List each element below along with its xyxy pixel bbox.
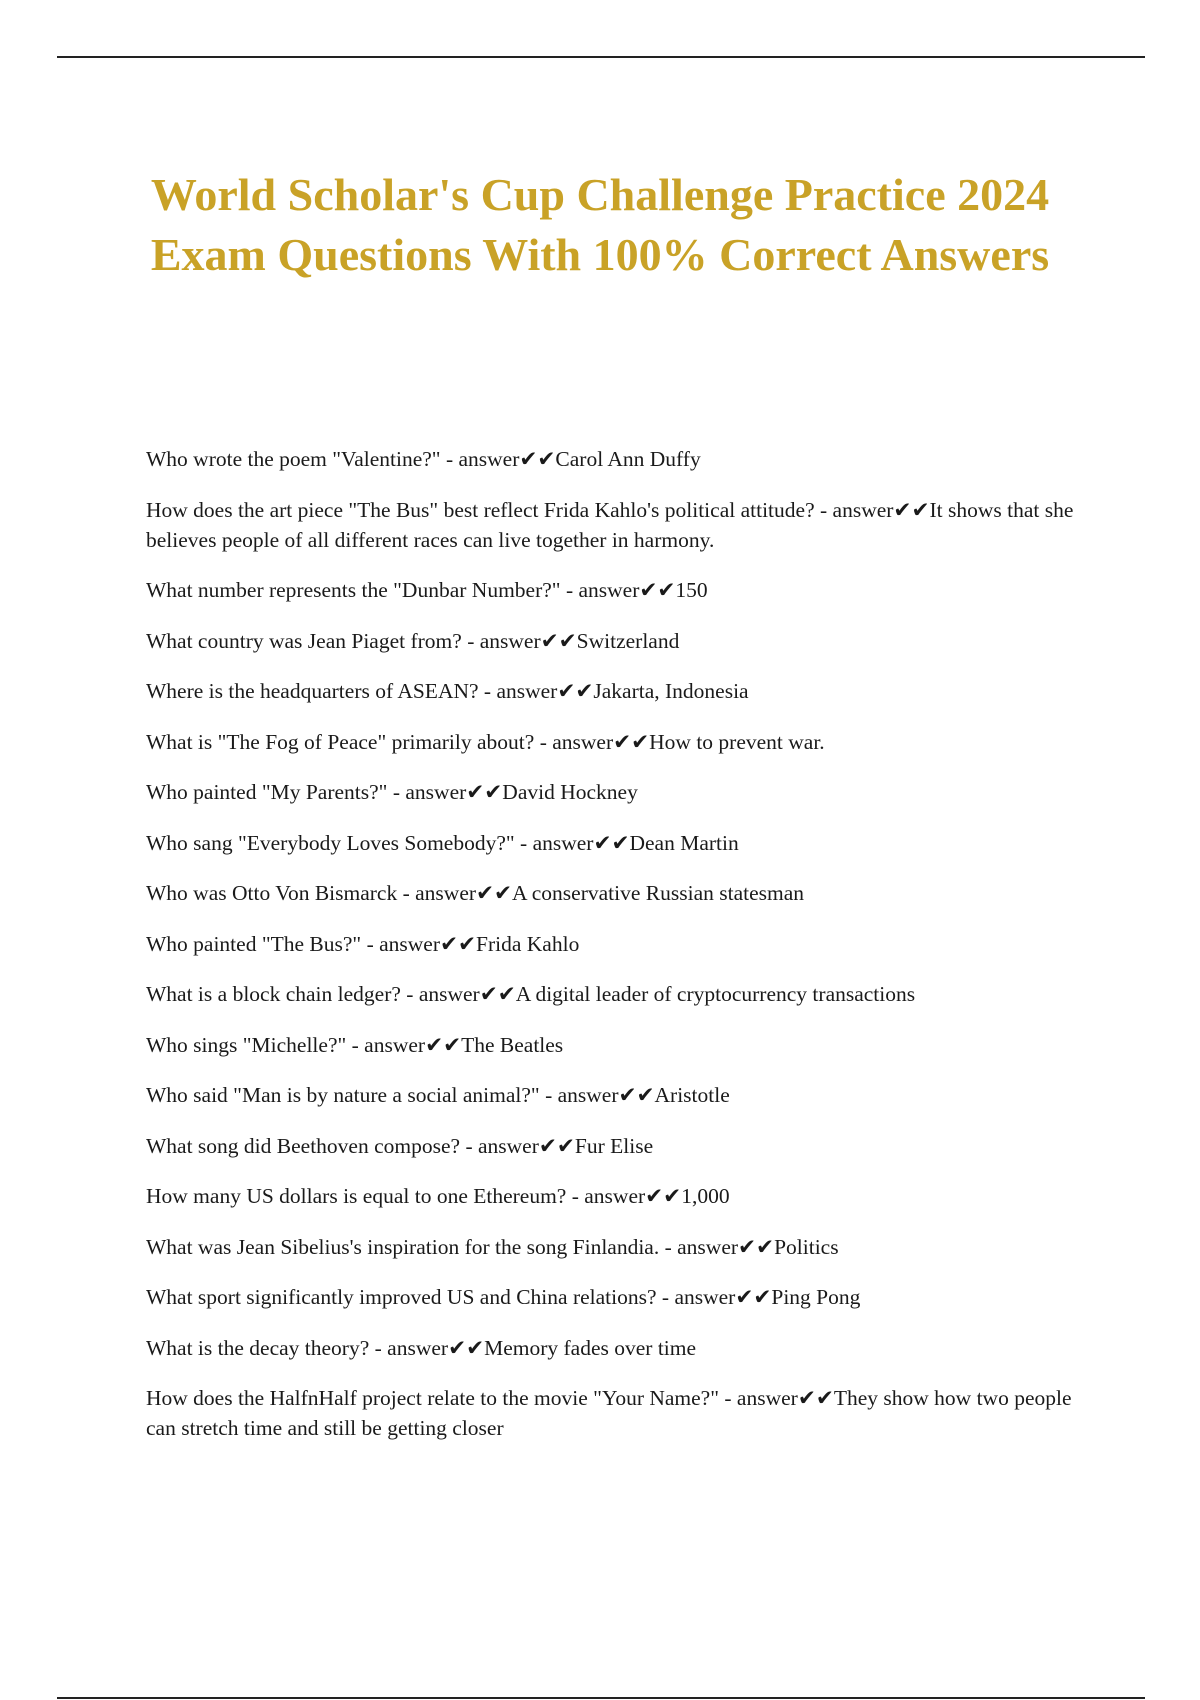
answer-separator: - answer✔✔	[539, 1083, 655, 1107]
question-text: What is a block chain ledger?	[146, 982, 401, 1006]
answer-text: Ping Pong	[771, 1285, 861, 1309]
qa-item	[146, 878, 1086, 908]
question-text: What is the decay theory?	[146, 1335, 370, 1360]
question-text: What was Jean Sibelius's inspiration for the song Finlandia.	[146, 1234, 660, 1259]
answer-separator: - answer✔✔	[814, 497, 930, 522]
answer-text: Politics	[774, 1234, 839, 1259]
question-text: Who sang "Everybody Loves Somebody?"	[146, 830, 515, 855]
answer-separator: - answer✔✔	[560, 578, 676, 602]
answer-separator: - answer✔✔	[656, 1285, 772, 1309]
answer-separator: - answer✔✔	[659, 1234, 775, 1259]
answer-text: How to prevent war.	[649, 729, 825, 754]
question-text: Where is the headquarters of ASEAN?	[146, 679, 479, 703]
question-text: Who said "Man is by nature a social animal?"	[146, 1083, 540, 1107]
answer-text: Jakarta, Indonesia	[593, 679, 749, 703]
answer-separator: - answer✔✔	[478, 679, 594, 703]
question-text: What number represents the "Dunbar Number?"	[146, 578, 561, 602]
answer-text: It shows that she believes people of all different races can live together in harmony.	[146, 497, 1074, 552]
qa-item	[146, 979, 1086, 1009]
answer-separator: - answer✔✔	[387, 780, 503, 804]
answer-separator: - answer✔✔	[361, 931, 477, 956]
qa-item	[146, 626, 1086, 656]
answer-text: Switzerland	[576, 628, 680, 653]
question-text: What is "The Fog of Peace" primarily about?	[146, 729, 535, 754]
qa-item	[146, 777, 1086, 807]
qa-item	[146, 1080, 1086, 1110]
qa-item	[146, 727, 1086, 757]
qa-item	[146, 444, 1086, 474]
answer-separator: - answer✔✔	[400, 982, 516, 1006]
answer-text: Dean Martin	[629, 830, 739, 855]
question-text: How many US dollars is equal to one Ethereum?	[146, 1184, 567, 1208]
qa-item	[146, 495, 1086, 555]
qa-item	[146, 1333, 1086, 1363]
qa-item	[146, 828, 1086, 858]
answer-separator: - answer✔✔	[346, 1032, 462, 1057]
question-text: What song did Beethoven compose?	[146, 1133, 461, 1158]
qa-item	[146, 1282, 1086, 1312]
qa-item	[146, 1232, 1086, 1262]
answer-text: Aristotle	[654, 1083, 730, 1107]
answer-separator: - answer✔✔	[369, 1335, 485, 1360]
answer-separator: - answer✔✔	[566, 1184, 682, 1208]
answer-text: Fur Elise	[574, 1133, 654, 1158]
answer-separator: - answer✔✔	[460, 1133, 575, 1158]
answer-text: Carol Ann Duffy	[555, 447, 701, 471]
answer-separator: - answer✔✔	[534, 729, 650, 754]
qa-item	[146, 676, 1086, 706]
question-text: How does the art piece "The Bus" best reflect Frida Kahlo's political attitude?	[146, 497, 815, 522]
footer-rule	[57, 1697, 1145, 1699]
answer-text: A digital leader of cryptocurrency transactions	[515, 982, 916, 1006]
answer-separator: - answer✔✔	[719, 1386, 834, 1410]
answer-text: The Beatles	[461, 1032, 564, 1057]
question-text: Who was Otto Von Bismarck	[146, 881, 398, 905]
header-rule	[57, 56, 1145, 58]
qa-item	[146, 929, 1086, 959]
answer-text: Memory fades over time	[484, 1335, 697, 1360]
question-text: Who painted "The Bus?"	[146, 931, 362, 956]
answer-separator: - answer✔✔	[397, 881, 513, 905]
qa-item	[146, 575, 1086, 605]
question-text: Who wrote the poem "Valentine?"	[146, 447, 441, 471]
qa-item	[146, 1131, 1086, 1161]
answer-text: Frida Kahlo	[476, 931, 580, 956]
qa-item	[146, 1181, 1086, 1211]
qa-item	[146, 1383, 1086, 1443]
question-text: Who sings "Michelle?"	[146, 1032, 347, 1057]
answer-text: David Hockney	[502, 780, 638, 804]
qa-list	[146, 444, 1086, 1464]
question-text: What country was Jean Piaget from?	[146, 628, 462, 653]
answer-separator: - answer✔✔	[461, 628, 577, 653]
answer-separator: - answer✔✔	[514, 830, 630, 855]
qa-item	[146, 1030, 1086, 1060]
answer-text: 150	[675, 578, 708, 602]
question-text: Who painted "My Parents?"	[146, 780, 388, 804]
question-text: How does the HalfnHalf project relate to the movie "Your Name?"	[146, 1386, 720, 1410]
answer-text: A conservative Russian statesman	[512, 881, 805, 905]
answer-separator: - answer✔✔	[440, 447, 556, 471]
document-title: World Scholar's Cup Challenge Practice 2024 Exam Questions With 100% Correct Answers	[150, 169, 1050, 280]
answer-text: 1,000	[681, 1184, 730, 1208]
question-text: What sport significantly improved US and China relations?	[146, 1285, 657, 1309]
answer-text: They show how two people can stretch time and still be getting closer	[146, 1386, 1072, 1440]
